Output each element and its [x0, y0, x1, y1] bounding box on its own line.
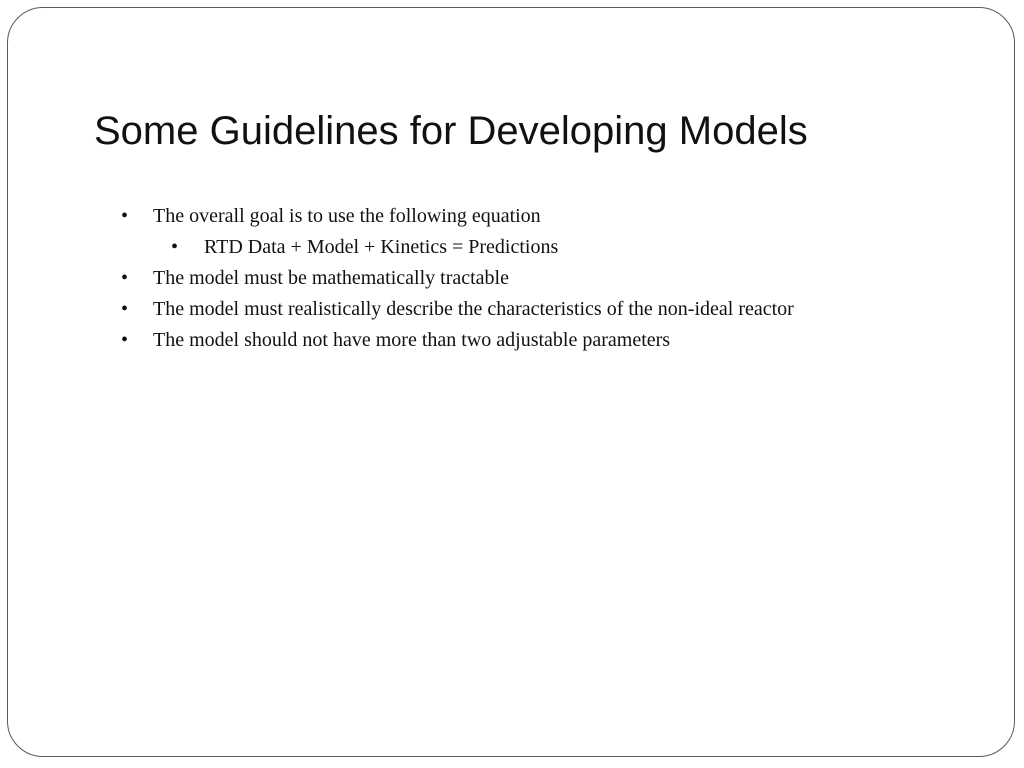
- bullet-icon: •: [121, 329, 129, 351]
- bullet-text: The model must realistically describe the characteristics of the non-ideal reactor: [153, 298, 794, 320]
- bullet-icon: •: [121, 298, 129, 320]
- bullet-text: The model must be mathematically tractable: [153, 267, 509, 289]
- bullet-text: The model should not have more than two adjustable parameters: [153, 329, 671, 351]
- bullet-icon: •: [121, 267, 129, 289]
- bullet-text: The overall goal is to use the following equation: [153, 205, 541, 227]
- bullet-text: RTD Data + Model + Kinetics = Predictions: [204, 236, 559, 258]
- bullet-icon: •: [171, 236, 179, 258]
- bullet-item: [8, 263, 1008, 294]
- sub-bullet-item: [8, 232, 1008, 263]
- bullet-icon: •: [121, 205, 129, 227]
- bullet-item: [8, 325, 1008, 356]
- bullet-list: [8, 201, 1008, 356]
- bullet-item: [8, 201, 1008, 232]
- slide-frame: [7, 7, 1015, 757]
- bullet-item: [8, 294, 1008, 325]
- slide-title: Some Guidelines for Developing Models: [94, 109, 808, 153]
